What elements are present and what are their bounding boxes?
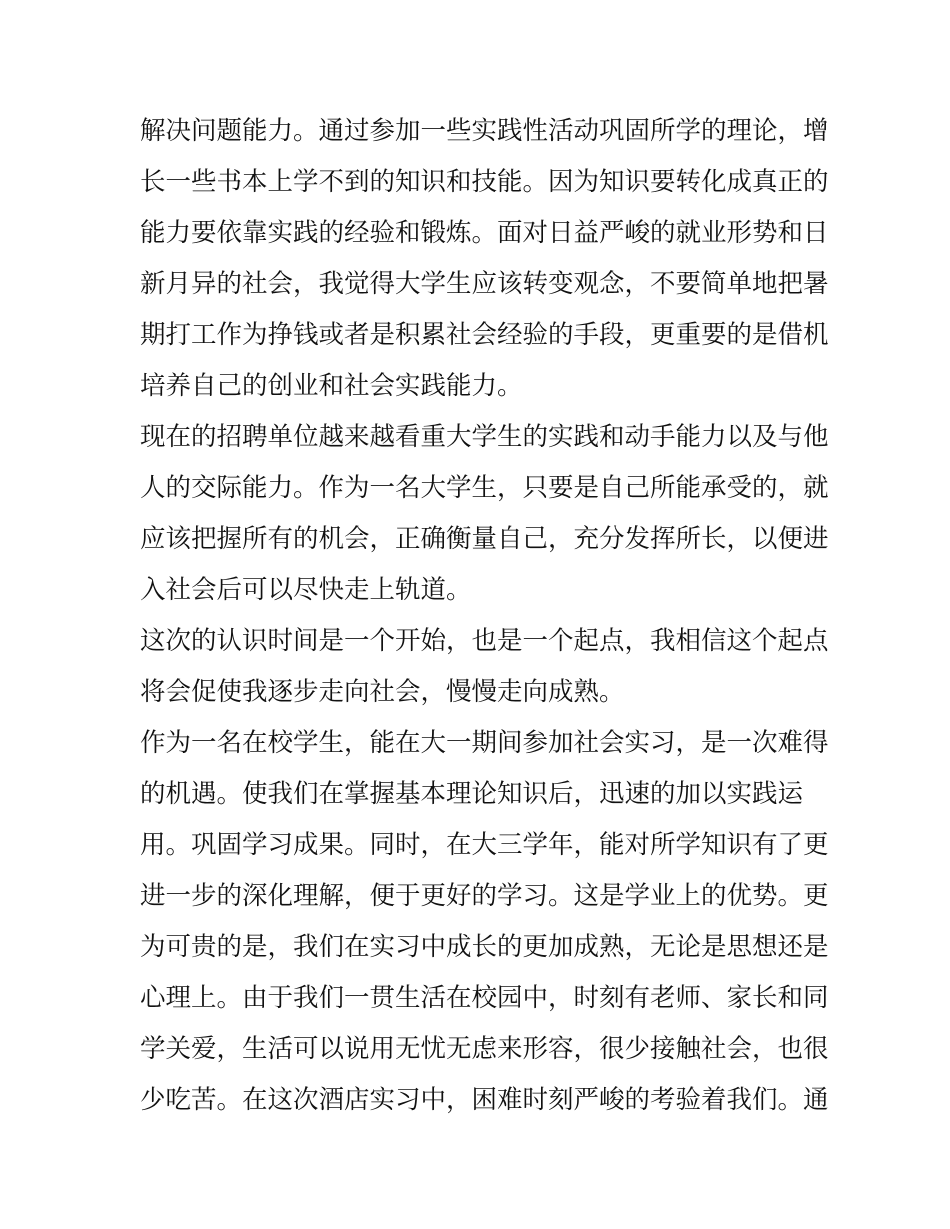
text-line: 现在的招聘单位越来越看重大学生的实践和动手能力以及与他 bbox=[140, 422, 829, 452]
text-line: 期打工作为挣钱或者是积累社会经验的手段，更重要的是借机 bbox=[140, 320, 829, 350]
text-line: 培养自己的创业和社会实践能力。 bbox=[140, 371, 523, 401]
text-line: 少吃苦。在这次酒店实习中，困难时刻严峻的考验着我们。通 bbox=[140, 1085, 829, 1115]
document-body bbox=[140, 106, 829, 1126]
text-line: 应该把握所有的机会，正确衡量自己，充分发挥所长，以便进 bbox=[140, 524, 829, 554]
text-line: 学关爱，生活可以说用无忧无虑来形容，很少接触社会，也很 bbox=[140, 1034, 829, 1064]
text-line: 作为一名在校学生，能在大一期间参加社会实习，是一次难得 bbox=[140, 728, 829, 758]
text-line: 心理上。由于我们一贯生活在校园中，时刻有老师、家长和同 bbox=[140, 983, 829, 1013]
text-line: 将会促使我逐步走向社会，慢慢走向成熟。 bbox=[140, 677, 625, 707]
text-line: 人的交际能力。作为一名大学生，只要是自己所能承受的，就 bbox=[140, 473, 829, 503]
text-line: 进一步的深化理解，便于更好的学习。这是学业上的优势。更 bbox=[140, 881, 829, 911]
text-line: 的机遇。使我们在掌握基本理论知识后，迅速的加以实践运 bbox=[140, 779, 804, 809]
text-line: 新月异的社会，我觉得大学生应该转变观念，不要简单地把暑 bbox=[140, 269, 829, 299]
text-line: 解决问题能力。通过参加一些实践性活动巩固所学的理论，增 bbox=[140, 116, 829, 146]
text-line: 入社会后可以尽快走上轨道。 bbox=[140, 575, 472, 605]
text-line: 为可贵的是，我们在实习中成长的更加成熟，无论是思想还是 bbox=[140, 932, 829, 962]
text-line: 能力要依靠实践的经验和锻炼。面对日益严峻的就业形势和日 bbox=[140, 218, 829, 248]
text-line: 长一些书本上学不到的知识和技能。因为知识要转化成真正的 bbox=[140, 167, 829, 197]
text-line: 用。巩固学习成果。同时，在大三学年，能对所学知识有了更 bbox=[140, 830, 829, 860]
text-line: 这次的认识时间是一个开始，也是一个起点，我相信这个起点 bbox=[140, 626, 829, 656]
